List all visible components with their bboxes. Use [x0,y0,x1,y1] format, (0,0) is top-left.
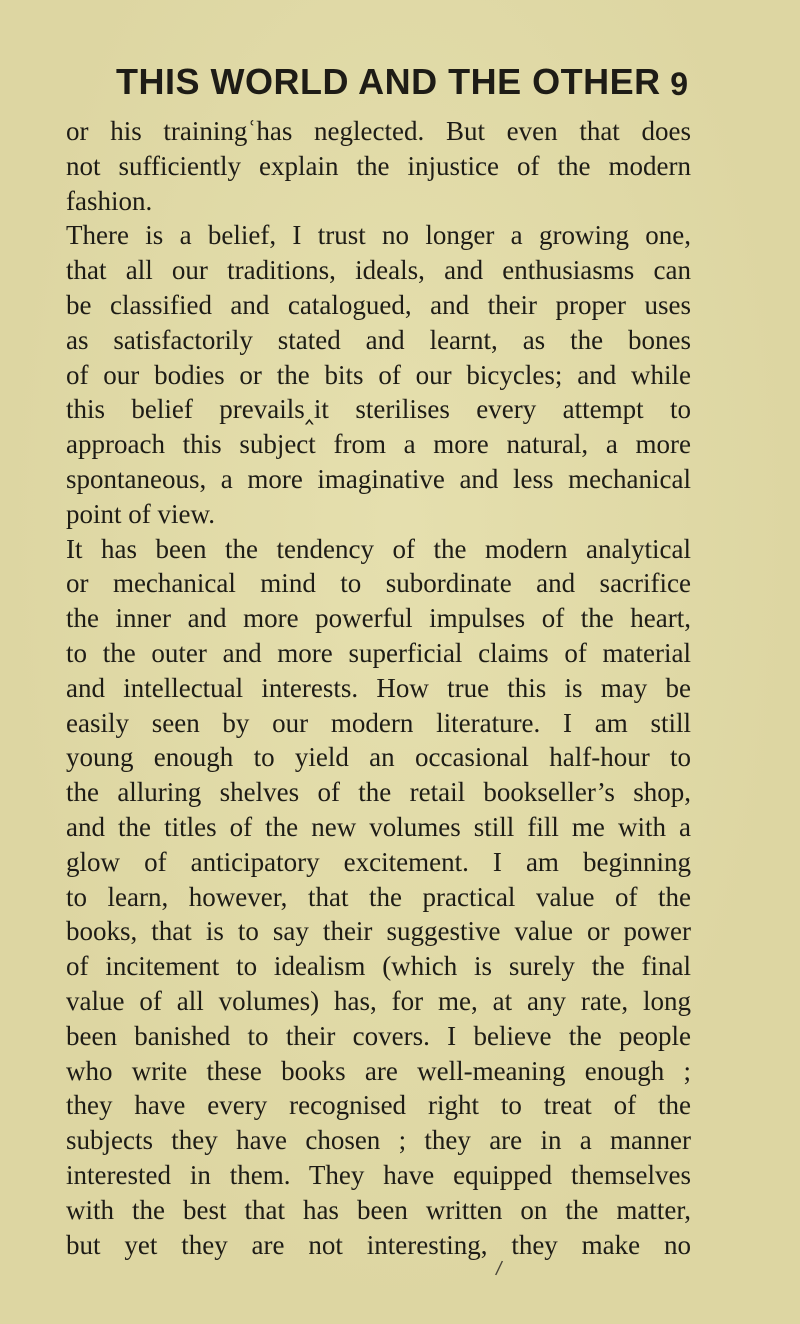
text-line: the alluring shelves of the retail bookseller’s shop, [66,777,691,808]
text-line: or his trainingʿhas neglected. But even that does [66,116,691,146]
text-line: with the best that has been written on the matter, [66,1194,691,1225]
text-line: There is a belief, I trust no longer a growing one, [66,220,691,251]
text-line: value of all volumes) has, for me, at any rate, long [66,985,691,1016]
text-line: subjects they have chosen ; they are in a manner [66,1125,691,1156]
body-text [66,114,691,1262]
text-line: and the titles of the new volumes still fill me with a [66,811,691,842]
text-line: young enough to yield an occasional half-hour to [66,742,691,773]
text-line: that all our traditions, ideals, and enthusiasms can [66,255,691,286]
text-line: or mechanical mind to subordinate and sacrifice [66,568,691,599]
text-line: interested in them. They have equipped themselves [66,1159,691,1190]
running-head: THIS WORLD AND THE OTHER [116,61,661,102]
text-line: and intellectual interests. How true this is may be [66,672,691,703]
text-line: of incitement to idealism (which is surely the final [66,951,691,982]
text-line: this belief prevails‸it sterilises every attempt to [66,394,691,425]
text-line: be classified and catalogued, and their proper uses [66,289,691,320]
text-line: who write these books are well-meaning enough ; [66,1055,691,1086]
stray-mark: / [494,1257,504,1280]
text-line: as satisfactorily stated and learnt, as the bones [66,324,691,355]
text-line: books, that is to say their suggestive value or power [66,916,691,947]
text-line: glow of anticipatory excitement. I am beginning [66,846,691,877]
page-number: 9 [670,66,688,102]
text-line: It has been the tendency of the modern analytical [66,533,691,564]
text-line: been banished to their covers. I believe the people [66,1020,691,1051]
text-line: the inner and more powerful impulses of the heart, [66,603,691,634]
text-line: spontaneous, a more imaginative and less mechanical [66,463,691,494]
text-line: not sufficiently explain the injustice of the modern [66,150,691,181]
text-line: they have every recognised right to treat of the [66,1090,691,1121]
text-line: approach this subject from a more natural, a more [66,429,691,460]
page-header [68,60,688,104]
text-line: to learn, however, that the practical value of the [66,881,691,912]
text-line: easily seen by our modern literature. I am still [66,707,691,738]
text-line: point of view. [66,498,215,529]
text-line: of our bodies or the bits of our bicycles; and while [66,359,691,390]
text-line: to the outer and more superficial claims of material [66,637,691,668]
text-line: fashion. [66,185,153,216]
text-line: but yet they are not interesting, they make no [66,1229,691,1260]
